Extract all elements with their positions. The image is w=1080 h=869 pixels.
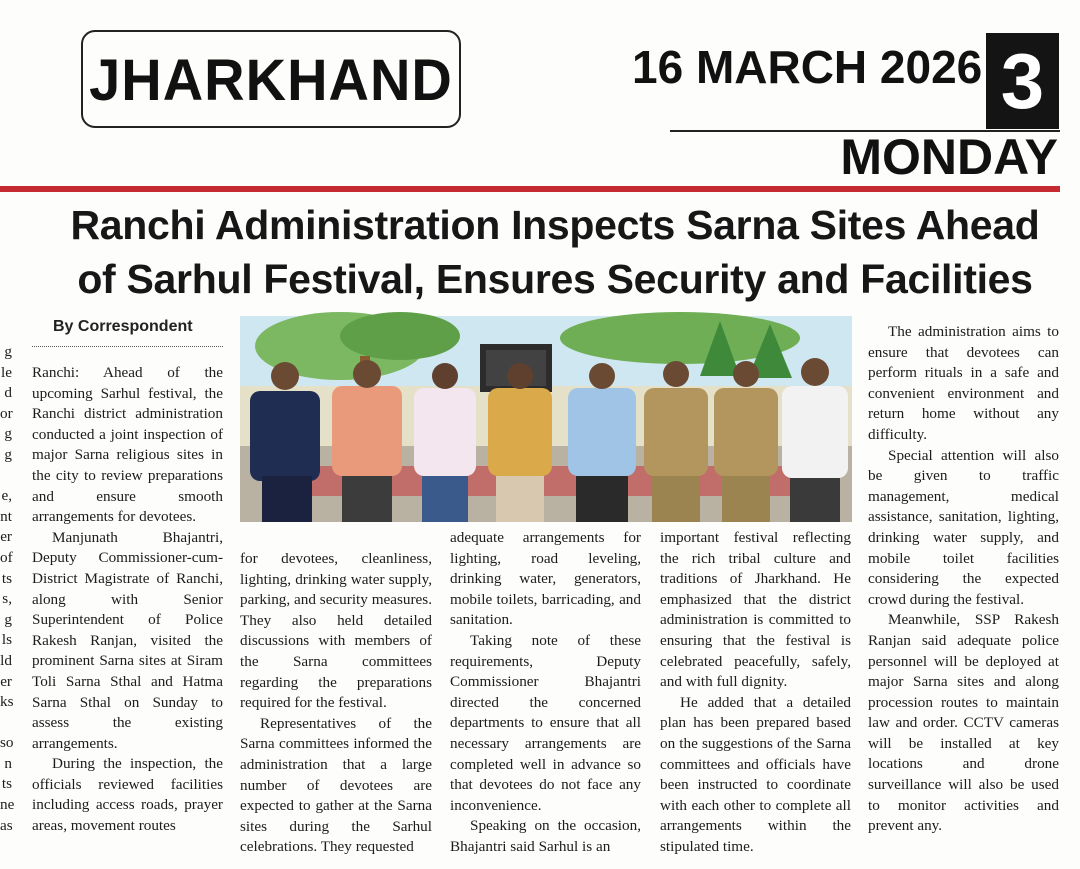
column-1-paragraph-1: Ranchi: Ahead of the upcoming Sarhul festival, the Ranchi district administration conducted a joint inspection of major Sarna religious sites in the city to review preparations and ensure smooth arrangements for devotees. — [32, 364, 223, 526]
edge-fragment-line: s, — [2, 590, 12, 608]
column-3-paragraph-3: Speaking on the occasion, Bhajantri said Sarhul is an — [450, 817, 641, 855]
section-label-box — [81, 30, 461, 128]
masthead-red-rule — [0, 186, 1060, 192]
edge-fragment-line: nt — [0, 507, 12, 525]
edge-fragment-line: ts — [1, 569, 12, 587]
section-title: JHARKHAND — [89, 45, 453, 113]
edge-fragment-line: d — [4, 384, 12, 402]
edge-fragment-line: g — [4, 343, 12, 360]
edge-fragment-line: ks — [0, 693, 14, 711]
column-4-paragraph-1: important festival reflecting the rich tribal culture and traditions of Jharkhand. He emphasized that the district administration is committed to ensuring that the festival is celebrated peacefully, safely, and with full dignity. — [660, 529, 851, 691]
edge-fragment-line — [0, 466, 12, 487]
column-3-paragraph-1: adequate arrangements for lighting, road leveling, drinking water, generators, mobile toilets, barricading, and sanitation. — [450, 529, 641, 629]
article-photo — [240, 316, 852, 522]
edge-fragment-line — [0, 713, 12, 734]
article-column-2 — [240, 549, 432, 858]
column-1-paragraph-3: During the inspection, the officials reviewed facilities including access roads, prayer areas, movement routes — [32, 755, 223, 835]
edge-fragment-line: er — [0, 528, 12, 546]
edge-fragment-line: g — [4, 610, 12, 628]
article-column-4 — [660, 528, 851, 858]
edge-fragment-line: le — [1, 363, 12, 381]
edge-fragment-line: as — [0, 816, 13, 834]
column-3-paragraph-2: Taking note of these requirements, Deputy Commissioner Bhajantri directed the concerned departments to ensure that all necessary arrangements are completed well in advance so that devotees do not face any inconvenience. — [450, 631, 641, 814]
column-5-paragraph-1: The administration aims to ensure that devotees can perform rituals in a safe and convenient environment and return home without any difficulty. — [868, 323, 1059, 443]
article-headline — [50, 198, 1060, 306]
edge-fragment-line: n — [4, 754, 12, 772]
issue-day: MONDAY — [840, 129, 1058, 185]
edge-fragment-line: e, — [1, 487, 12, 505]
edge-fragment-line: g — [4, 445, 12, 463]
column-4-paragraph-2: He added that a detailed plan has been prepared based on the suggestions of the Sarna committees and officials have been instructed to coordinate with each other to complete all arrangements within the stipulated time. — [660, 693, 851, 855]
column-2-paragraph-1: for devotees, cleanliness, lighting, drinking water supply, parking, and security measures. They also held detailed discussions with members of the Sarna committees regarding the preparations required for the festival. — [240, 550, 432, 712]
edge-fragment-line: ne — [0, 796, 15, 814]
article-column-1 — [32, 363, 223, 837]
column-2-paragraph-2: Representatives of the Sarna committees informed the administration that a large number of devotees are expected to gather at the Sarna sites during the Sarhul celebrations. They requested — [240, 714, 432, 856]
page-number: 3 — [986, 33, 1059, 129]
edge-fragment-line: g — [4, 425, 12, 443]
article-column-3 — [450, 528, 641, 858]
headline-line-2: of Sarhul Festival, Ensures Security and Facilities — [77, 256, 1033, 302]
issue-date: 16 MARCH 2026 — [632, 41, 983, 93]
edge-fragment-line: er — [0, 672, 12, 690]
article-column-5 — [868, 322, 1059, 837]
headline-line-1: Ranchi Administration Inspects Sarna Sites Ahead — [70, 202, 1040, 248]
column-5-paragraph-2: Special attention will also be given to traffic management, medical assistance, sanitation, lighting, drinking water supply, and mobile toilet facilities considering the expected crowd during the festival. — [868, 446, 1059, 608]
byline: By Correspondent — [53, 318, 193, 335]
edge-fragment-line: or — [0, 404, 13, 422]
column-5-paragraph-3: Meanwhile, SSP Rakesh Ranjan said adequate police personnel will be deployed at major Sarna sites and along procession routes to maintain law and order. CCTV cameras will be installed at key locations and drone surveillance will also be used to monitor activities and prevent any. — [868, 611, 1059, 835]
edge-fragment-line: so — [0, 734, 14, 752]
edge-fragment-line: ld — [0, 651, 12, 669]
edge-fragment-line: ls — [1, 631, 12, 649]
byline-divider — [32, 346, 223, 347]
edge-fragment-line: of — [0, 548, 13, 566]
adjacent-column-fragment — [0, 342, 15, 836]
officials-seated-photo-illustration — [240, 316, 852, 522]
column-1-paragraph-2: Manjunath Bhajantri, Deputy Commissioner-cum-District Magistrate of Ranchi, along with Senior Superintendent of Police Rakesh Ranjan, visited the prominent Sarna sites at Siram Toli Sarna Sthal and Hatma Sarna Sthal on Sunday to assess the existing arrangements. — [32, 528, 223, 752]
edge-fragment-line: ts — [1, 775, 12, 793]
